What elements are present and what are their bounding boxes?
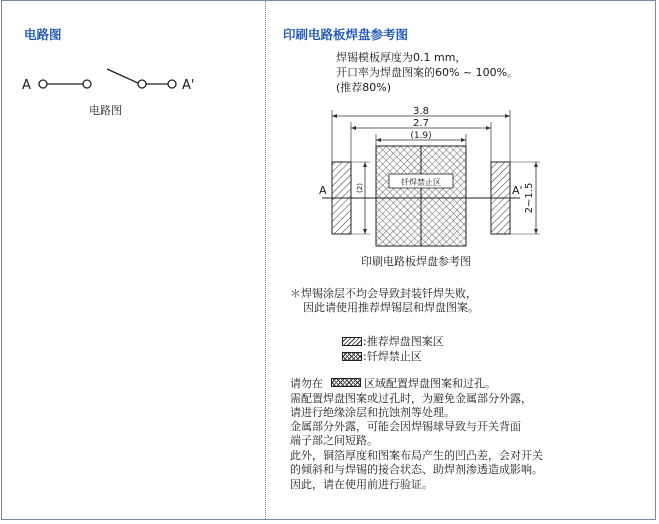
dimension-3-8: 3.8 [413, 106, 429, 117]
circuit-label-a-prime: A' [182, 78, 195, 93]
dimension-2-1-5: 2~1.5 [524, 182, 535, 214]
body-line-pre: 请勿在 [290, 377, 323, 390]
dimension-1-9: (1.9) [410, 131, 432, 141]
column-divider [265, 1, 266, 519]
body-line: 需配置焊盘图案或过孔时，为避免金属部分外露， [290, 392, 532, 405]
dimension-2-7: 2.7 [413, 118, 429, 129]
intro-line: (推荐80%) [336, 81, 392, 94]
section-label-a: A [319, 184, 327, 197]
body-line: 此外，铜箔厚度和图案布局产生的凹凸差，会对开关 [290, 449, 543, 462]
dimension-2: (2) [356, 183, 364, 193]
pcb-pad-diagram [312, 100, 552, 252]
legend-prohibited-swatch [342, 352, 362, 361]
note-line: ＊焊锡涂层不均会导致封装钎焊失败， [290, 287, 477, 300]
body-line: 端子部之间短路。 [290, 434, 378, 447]
legend-prohibited-label: :钎焊禁止区 [363, 350, 422, 363]
legend-recommended-label: :推荐焊盘图案区 [363, 335, 444, 348]
body-line: 请进行绝缘涂层和抗蚀剂等处理。 [290, 406, 455, 419]
section-label-a-prime: A' [512, 184, 523, 197]
circuit-diagram [20, 68, 220, 104]
legend-recommended-swatch [342, 337, 362, 346]
intro-line: 开口率为焊盘图案的60% ~ 100%。 [336, 66, 519, 79]
pcb-heading: 印刷电路板焊盘参考图 [283, 27, 409, 42]
circuit-heading: 电路图 [24, 27, 62, 42]
body-line: 的倾斜和与焊锡的接合状态、助焊剂渗透造成影响。 [290, 463, 543, 476]
body-line: 金属部分外露，可能会因焊锡球导致与开关背面 [290, 420, 521, 433]
prohibited-area-label: 钎焊禁止区 [401, 178, 441, 187]
body-line-post: 区域配置焊盘图案和过孔。 [364, 377, 496, 390]
body-line: 因此，请在使用前进行验证。 [290, 478, 433, 491]
inline-prohibited-swatch [331, 378, 361, 387]
pcb-diagram-caption: 印刷电路板焊盘参考图 [361, 255, 471, 268]
circuit-caption: 电路图 [89, 104, 122, 117]
intro-line: 焊锡模板厚度为0.1 mm， [336, 51, 467, 64]
note-line: 因此请使用推荐焊锡层和焊盘图案。 [303, 301, 479, 314]
circuit-label-a: A [22, 78, 31, 93]
